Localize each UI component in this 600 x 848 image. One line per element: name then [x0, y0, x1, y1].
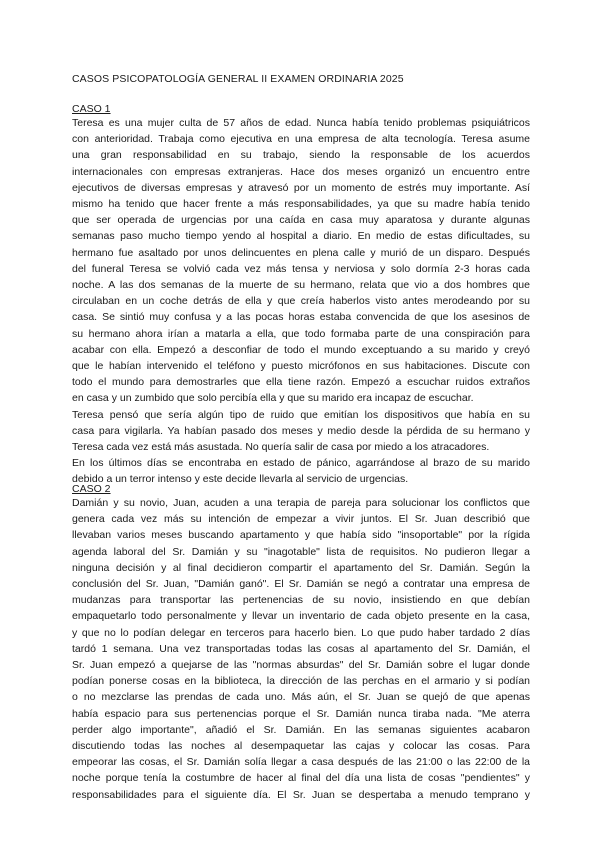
case-1-line: en casa y un zumbido que solo percibía ella y que su marido era incapaz de escuchar. — [72, 392, 474, 405]
case-2-line: o no mezclarse las prendas de cada uno. Más aún, el Sr. Juan se quejó de que apenas — [72, 691, 530, 704]
case-2-line: ninguna decisión y al final decidieron compartir el apartamento del Sr. Damián. Según la — [72, 561, 530, 574]
case-1-line: circulaban en un coche detrás de ella y que creía haberlos visto antes merodeando por su — [72, 295, 530, 308]
case-1-heading: CASO 1 — [72, 103, 111, 115]
case-2-line: empaquetarlo todo personalmente y llevar un inventario de cada objeto presente en la casa, — [72, 610, 530, 623]
case-1-line: una gran responsabilidad en su trabajo, siendo la responsable de los acuerdos — [72, 149, 530, 162]
case-2-line: genera cada vez más su intención de empezar a vivir juntos. El Sr. Juan describió que — [72, 513, 530, 526]
case-1-line: acabar con ella. Empezó a desconfiar de todo el mundo exceptuando a su marido y creyó — [72, 343, 530, 356]
case-2-line: Sr. Juan empezó a quejarse de las "normas absurdas" del Sr. Damián sobre el lugar donde — [72, 659, 530, 672]
case-1-line: En los últimos días se encontraba en estado de pánico, agarrándose al brazo de su marido — [72, 457, 530, 470]
case-2-line: responsabilidades para el siguiente día. El Sr. Juan se despertaba a menudo temprano y — [72, 788, 530, 801]
case-2-line: perder algo importante", añadió el Sr. Damián. En las semanas siguientes acabaron — [72, 723, 530, 736]
case-1-line: que ser operada de urgencias por una caída en casa muy aparatosa y durante algunas — [72, 214, 530, 227]
case-1-line: Teresa es una mujer culta de 57 años de edad. Nunca había tenido problemas psiquiátricos — [72, 117, 530, 129]
case-2-line: discutiendo todas las noches al desempaquetar las cajas y colocar las cosas. Para — [72, 740, 530, 753]
case-1-line: con anterioridad. Trabaja como ejecutiva en una empresa de alta tecnología. Teresa asume — [72, 133, 530, 146]
case-1-body — [72, 115, 530, 488]
case-1-line: noche. A las dos semanas de la muerte de su hermano, relata que vio a dos hombres que — [72, 279, 530, 292]
case-2-line: agenda laboral del Sr. Damián y su "inagotable" lista de requisitos. No pudieron llegar a — [72, 545, 530, 558]
case-2-line: mudanzas para transportar las pertenencias de su novio, insistiendo en que debían — [72, 594, 530, 607]
case-1-line: Teresa cada vez está más asustada. No quería salir de casa por miedo a los atracadores. — [72, 441, 490, 454]
case-1-line: del funeral Teresa se volvió cada vez más tensa y nerviosa y solo dormía 2-3 horas cada — [72, 262, 530, 275]
case-2-line: podían ponerse cosas en la biblioteca, la dirección de las perchas en el armario y si podían — [72, 675, 530, 688]
case-1-line: que le habían intervenido el teléfono y puesto micrófonos en sus habitaciones. Discute con — [72, 360, 530, 373]
case-2-line: tardó 1 semana. Una vez transportadas todas las cosas al apartamento del Sr. Damián, el — [72, 642, 530, 655]
case-1-line: debido a un terror intenso y este decide llevarla al servicio de urgencias. — [72, 473, 409, 486]
case-2-line: llevaban varios meses buscando apartamento y que había sido "insoportable" por la rígida — [72, 529, 530, 542]
case-2-line: había espacio para sus pertenencias porque el Sr. Damián nunca tiraba nada. "Me aterra — [72, 707, 530, 720]
case-1-line: mismo ha tenido que hacer frente a más responsabilidades, ya que su madre había tenido — [72, 198, 530, 211]
case-2-heading: CASO 2 — [72, 483, 111, 495]
case-1-line: casa. Se sintió muy confusa y a las pocas horas estaba convencida de que los asesinos de — [72, 311, 530, 324]
case-2-line: Damián y su novio, Juan, acuden a una terapia de pareja para solucionar los conflictos que — [72, 497, 530, 509]
case-1-line: semanas paso mucho tiempo yendo al hospital a diario. En medio de estas dificultades, su — [72, 230, 530, 243]
case-1-line: casa para vigilarla. Ya habían pasado dos meses y medio desde la pérdida de su hermano y — [72, 424, 530, 437]
case-2-line: noche porque tenía la costumbre de hacer al final del día una lista de cosas "pendientes" y — [72, 772, 530, 785]
case-1-line: Teresa pensó que sería algún tipo de ruido que emitían los dispositivos que había en su — [72, 408, 530, 421]
document-title: CASOS PSICOPATOLOGÍA GENERAL II EXAMEN ORDINARIA 2025 — [72, 73, 404, 85]
case-1-line: ejecutivos de diversas empresas y atravesó por un momento de estrés muy importante. Así — [72, 181, 530, 194]
case-1-line: internacionales con empresas extranjeras. Hace dos meses organizó un encuentro entre — [72, 165, 530, 178]
case-2-line: conclusión del Sr. Juan, "Damián ganó". El Sr. Damián se negó a contratar una empresa de — [72, 578, 530, 591]
case-2-line: y que no lo podían delegar en terceros para hacerlo bien. Lo que pudo haber tardado 2 días — [72, 626, 530, 639]
case-1-line: hermano fue asaltado por unos delincuentes en plena calle y murió de un disparo. Después — [72, 246, 530, 259]
case-1-line: su hermano ahora irían a matarla a ella, que todo formaba parte de una conspiración para — [72, 327, 530, 340]
case-1-line: todo el mundo para demostrarles que ella tiene razón. Empezó a escuchar ruidos extraños — [72, 376, 530, 389]
case-2-body — [72, 495, 530, 803]
case-2-line: empeorar las cosas, el Sr. Damián solía llegar a casa después de las 21:00 o las 22:00 de la — [72, 756, 530, 769]
